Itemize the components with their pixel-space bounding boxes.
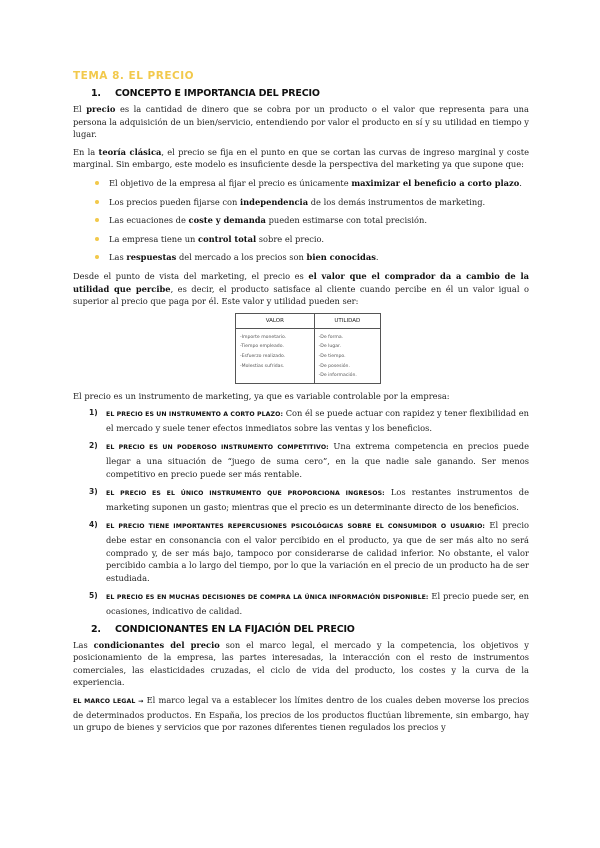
text-run: Los precios pueden fijarse con xyxy=(109,196,240,207)
cell-line: -De forma. xyxy=(318,334,344,340)
valor-utilidad-table xyxy=(235,313,381,384)
cell-line xyxy=(240,371,314,381)
section-title: CONCEPTO E IMPORTANCIA DEL PRECIO xyxy=(115,88,320,99)
table-cell-utilidad xyxy=(314,328,380,382)
valor-utilidad-table-wrap xyxy=(235,313,529,384)
cell-line: -Molestias sufridas. xyxy=(240,363,285,369)
paragraph-teoria-clasica xyxy=(73,146,529,171)
item-heading: EL PRECIO TIENE IMPORTANTES REPERCUSIONES PSICOLÓGICAS SOBRE EL CONSUMIDOR O USUARIO: xyxy=(106,523,486,531)
text-run: El xyxy=(73,104,87,114)
item-text: Una extrema competencia en precios puede llegar a una situación de “juego de suma cero”, en la que nadie sale ganando. Ser menos competitivo en precio puede ser más rentable. xyxy=(106,441,529,479)
bullet-icon xyxy=(95,255,99,259)
text-run: . xyxy=(519,177,522,188)
cell-line: -Tiempo empleado. xyxy=(240,344,284,350)
table-cell xyxy=(236,383,315,384)
table-row xyxy=(236,328,381,382)
item-number: 1) xyxy=(89,408,98,418)
instrument-list xyxy=(73,407,529,617)
item-text: El precio debe estar en consonancia con el valor percibido en el producto, ya que de ser más alto no será comprado y, de ser más bajo, tampoco por considerarse de calidad inferior. No obstante, el valor percibido cambia a lo largo del tiempo, por lo que la variación en el precio de un producto ha de ser estudiada. xyxy=(106,520,530,583)
item-number: 4) xyxy=(89,520,98,530)
list-item xyxy=(95,251,529,264)
text-run: Las xyxy=(73,639,94,650)
table-header-utilidad: UTILIDAD xyxy=(314,313,380,328)
bold-term: el valor que el comprador da a cambio de la utilidad que percibe xyxy=(73,270,529,294)
bold-term: independencia xyxy=(240,196,309,207)
text-run: es la cantidad de dinero que se cobra por un producto o el valor que representa para una persona la adquisición de un bien/servicio, entendiendo por valor el producto en sí y su utilidad en tiempo y lugar. xyxy=(73,104,529,140)
text-run: La empresa tiene un xyxy=(109,233,199,244)
list-item xyxy=(73,440,529,480)
table-header-row xyxy=(236,313,381,328)
text-run: sobre el precio. xyxy=(256,233,325,244)
item-number: 2) xyxy=(89,441,98,451)
table-cell-valor xyxy=(236,328,315,382)
table-cell xyxy=(314,383,380,384)
cell-line: -De tiempo. xyxy=(318,353,346,359)
item-text: El precio puede ser, en ocasiones, indicativo de calidad. xyxy=(106,591,529,616)
cell-line: -De posesión. xyxy=(318,363,350,369)
marco-legal-heading: EL MARCO LEGAL → xyxy=(73,697,144,705)
item-heading: EL PRECIO ES UN INSTRUMENTO A CORTO PLAZO: xyxy=(106,411,284,419)
paragraph-marketing-view xyxy=(73,270,529,308)
assumptions-list xyxy=(73,177,529,264)
item-text: Con él se puede actuar con rapidez y tener flexibilidad en el mercado y suele tener efectos inmediatos sobre las ventas y los beneficios. xyxy=(106,408,529,433)
text-run: Las ecuaciones de xyxy=(109,215,189,226)
table-header-valor: VALOR xyxy=(236,313,315,328)
bold-term: precio xyxy=(86,104,116,114)
item-heading: EL PRECIO ES EL ÚNICO INSTRUMENTO QUE PROPORCIONA INGRESOS: xyxy=(106,490,385,498)
bullet-icon xyxy=(95,218,99,222)
bold-term: coste y demanda xyxy=(188,215,266,226)
text-run: Las xyxy=(109,252,127,263)
paragraph-condicionantes xyxy=(73,639,529,689)
bullet-icon xyxy=(95,200,99,204)
text-run: El objetivo de la empresa al fijar el precio es únicamente xyxy=(109,177,352,188)
section-heading-2 xyxy=(73,624,529,635)
item-number: 3) xyxy=(89,487,98,497)
list-item xyxy=(73,486,529,513)
text-run: En la xyxy=(73,146,99,157)
list-item xyxy=(73,590,529,617)
bullet-icon xyxy=(95,237,99,241)
cell-line: -De lugar. xyxy=(318,344,341,350)
text-run: , es decir, el producto satisface al cliente cuando percibe en él un valor igual o superior al precio que paga por él. Este valor y utilidad pueden ser: xyxy=(73,283,529,307)
text-run: pueden estimarse con total precisión. xyxy=(265,215,427,226)
text-run: son el marco legal, el mercado y la competencia, los objetivos y posicionamiento de la empresa, las partes interesadas, la interacción con el resto de instrumentos comerciales, las elasticidades cruzadas, el ciclo de vida del producto, los costes y la curva de la experiencia. xyxy=(73,639,529,688)
list-item xyxy=(95,233,529,246)
bold-term: bien conocidas xyxy=(306,252,376,263)
paragraph-precio-definition xyxy=(73,103,529,141)
item-heading: EL PRECIO ES UN PODEROSO INSTRUMENTO COMPETITIVO: xyxy=(106,444,329,452)
item-heading: EL PRECIO ES EN MUCHAS DECISIONES DE COMPRA LA ÚNICA INFORMACIÓN DISPONIBLE: xyxy=(106,594,429,602)
item-number: 5) xyxy=(89,591,98,601)
bullet-icon xyxy=(95,181,99,185)
text-run: Desde el punto de vista del marketing, el precio es xyxy=(73,270,309,281)
paragraph-instrumento: El precio es un instrumento de marketing, ya que es variable controlable por la empresa: xyxy=(73,390,450,401)
bold-term: respuestas xyxy=(126,252,177,263)
text-run: de los demás instrumentos de marketing. xyxy=(308,196,486,207)
section-title: CONDICIONANTES EN LA FIJACIÓN DEL PRECIO xyxy=(115,623,355,635)
text-run: El marco legal va a establecer los límites dentro de los cuales deben moverse los precios de determinados productos. En España, los precios de los productos fluctúan libremente, sin embargo, hay un grupo de bienes y servicios que por razones diferentes tienen regulados los precios y xyxy=(73,694,529,733)
bold-term: condicionantes del precio xyxy=(93,639,220,650)
cell-line: -De información. xyxy=(318,373,357,379)
section-heading-1 xyxy=(73,88,529,99)
list-item xyxy=(73,519,529,584)
doc-title: TEMA 8. EL PRECIO xyxy=(73,70,195,82)
paragraph-marco-legal xyxy=(73,694,529,734)
section-number: 1. xyxy=(91,88,101,99)
text-run: , el precio se fija en el punto en que se cortan las curvas de ingreso marginal y coste marginal. Sin embargo, este modelo es insuficiente desde la perspectiva del marketing ya que supone que: xyxy=(73,146,529,170)
bold-term: maximizar el beneficio a corto plazo xyxy=(351,177,520,188)
section-number: 2. xyxy=(91,623,101,635)
bold-term: teoría clásica xyxy=(98,146,162,157)
document-page xyxy=(73,70,529,739)
bold-term: control total xyxy=(198,233,257,244)
item-text: Los restantes instrumentos de marketing suponen un gasto; mientras que el precio es un determinante directo de los beneficios. xyxy=(106,487,529,512)
cell-line: -Esfuerzo realizado. xyxy=(240,353,286,359)
list-item xyxy=(95,196,529,209)
text-run: del mercado a los precios son xyxy=(176,252,307,263)
list-item xyxy=(73,407,529,434)
text-run: . xyxy=(375,252,379,263)
table-bottom-row xyxy=(236,383,381,384)
list-item xyxy=(95,214,529,227)
cell-line: -Importe monetario. xyxy=(240,334,287,340)
list-item xyxy=(95,177,529,190)
